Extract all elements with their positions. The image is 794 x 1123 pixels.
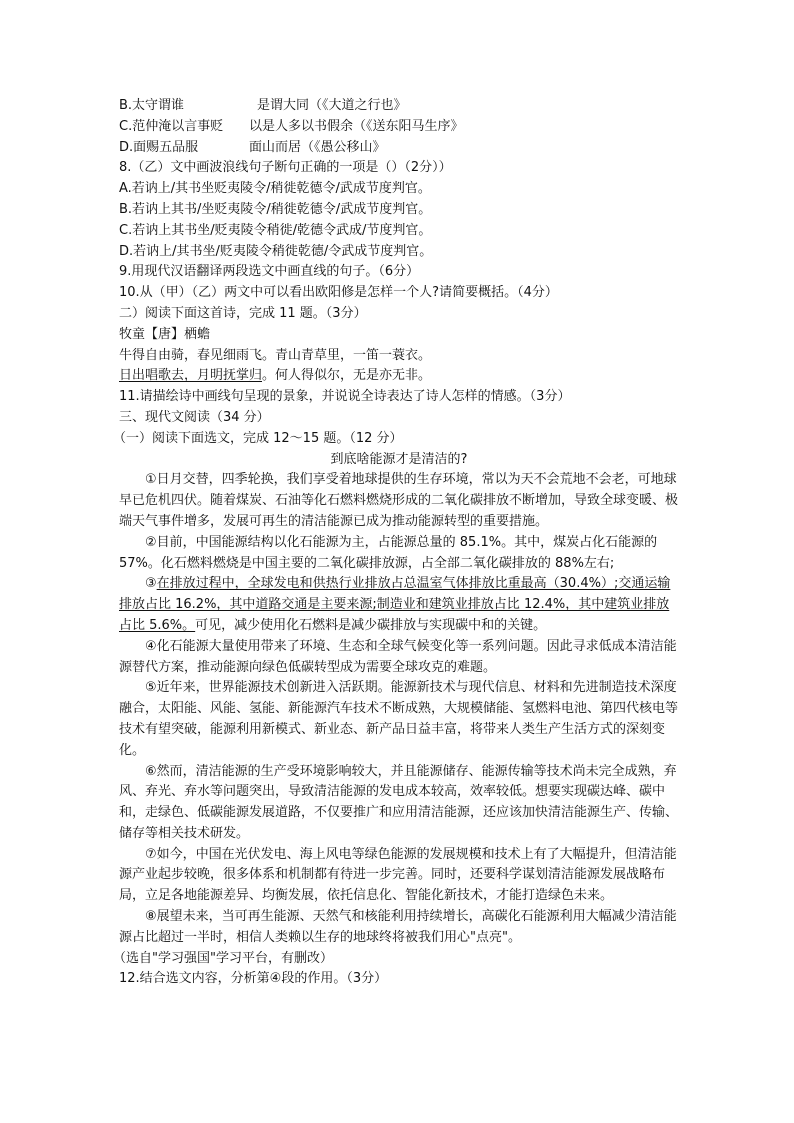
question-8-option-c: C.若讷上其书坐/贬夷陵令稍徙/乾德令武成/节度判官。	[119, 222, 432, 238]
article-paragraph-4: ④化石能源大量使用带来了环境、生态和全球气候变化等一系列问题。因此寻求低成本清洁能源替代方案，推动能源向绿色低碳转型成为需要全球攻克的难题。	[119, 638, 677, 675]
paragraph-3-underlined-sentence: 在排放过程中，全球发电和供热行业排放占总温室气体排放比重最高（30.4%）;交通运输排放占比 16.2%，其中道路交通是主要来源;制造业和建筑业排放占比 12.4%，其中建筑业排放占比 5.6%。	[119, 576, 671, 633]
paragraph-3-rest: 可见，减少使用化石燃料是减少碳排放与实现碳中和的关键。	[195, 617, 547, 633]
option-c-text: 以是人多以书假余（《送东阳马生序》	[249, 118, 464, 134]
option-c-row	[119, 117, 679, 138]
question-8-stem: 8.（乙）文中画波浪线句子断句正确的一项是（）（2分））	[119, 160, 452, 176]
question-11: 11.请描绘诗中画线句呈现的景象，并说说全诗表达了诗人怎样的情感。（3分）	[119, 389, 571, 405]
article-paragraph-3	[119, 574, 679, 636]
option-d-label: D.面赐五品服	[119, 139, 199, 155]
exam-page	[113, 96, 679, 990]
article-source: （选自"学习强国"学习平台，有删改）	[113, 950, 333, 966]
option-d-text: 面山而居（《愚公移山》	[249, 139, 386, 155]
article-paragraph-5: ⑤近年来，世界能源技术创新进入活跃期。能源新技术与现代信息、材料和先进制造技术深度融合，太阳能、风能、氢能、新能源汽车技术不断成熟，大规模储能、氢燃料电池、第四代核电等技术有望突破，能源利用新模式、新业态、新产品日益丰富，将带来人类生产生活方式的深刻变化。	[119, 680, 679, 758]
option-b-label: B.太守谓谁	[119, 98, 185, 113]
question-10: 10.从（甲）（乙）两文中可以看出欧阳修是怎样一个人?请简要概括。（4分）	[119, 285, 558, 301]
option-c-label: C.范仲淹以言事贬	[119, 118, 224, 134]
poem-line-2	[119, 366, 679, 387]
option-d-row	[119, 138, 679, 159]
question-12: 12.结合选文内容，分析第④段的作用。（3分）	[119, 971, 388, 987]
section-3-sub-heading: （一）阅读下面选文，完成 12～15 题。（12 分）	[113, 430, 403, 446]
question-8-option-b: B.若讷上其书/坐贬夷陵令/稍徙乾德令/武成节度判官。	[119, 201, 432, 217]
article-paragraph-6: ⑥然而，清洁能源的生产受环境影响较大，并且能源储存、能源传输等技术尚未完全成熟，弃风、弃光、弃水等问题突出，导致清洁能源的发电成本较高，效率较低。想要实现碳达峰、碳中和，走绿色、低碳能源发展道路，不仅要推广和应用清洁能源，还应该加快清洁能源生产、传输、储存等相关技术研发。	[119, 763, 679, 841]
paragraph-3-number: ③	[145, 576, 157, 592]
question-8-option-a: A.若讷上/其书坐贬夷陵令/稍徙乾德令/武成节度判官。	[119, 181, 431, 197]
section-3-heading: 三、现代文阅读（34 分）	[119, 409, 270, 425]
article-title: 到底啥能源才是清洁的?	[330, 451, 468, 467]
article-paragraph-8: ⑧展望未来，当可再生能源、天然气和核能利用持续增长，高碳化石能源利用大幅减少清洁能源占比超过一半时，相信人类赖以生存的地球终将被我们用心"点亮"。	[119, 909, 677, 945]
question-8-option-d: D.若讷上/其书坐/贬夷陵令稍徙乾德/令武成节度判官。	[119, 243, 433, 259]
poem-underlined-line: 日出唱歌去，月明抚掌归	[119, 368, 263, 384]
option-b-text: 是谓大同（《大道之行也》	[257, 98, 407, 113]
article-paragraph-7: ⑦如今，中国在光伏发电、海上风电等绿色能源的发展规模和技术上有了大幅提升，但清洁能源产业起步较晚，很多体系和机制都有待进一步完善。同时，还要科学谋划清洁能源发展战略布局，立足各地能源差异、均衡发展，依托信息化、智能化新技术，才能打造绿色未来。	[119, 846, 677, 904]
poem-line-2-rest: 。何人得似尔，无是亦无非。	[262, 368, 432, 384]
poem-line-1: 牛得自由骑，春见细雨飞。青山青草里，一笛一蓑衣。	[119, 347, 432, 363]
poem-title: 牧童【唐】栖蟾	[119, 326, 211, 342]
article-paragraph-1: ①日月交替，四季轮换，我们享受着地球提供的生存环境，常以为天不会荒地不会老，可地球早已危机四伏。随着煤炭、石油等化石燃料燃烧形成的二氧化碳排放不断增加，导致全球变暖、极端天气事件增多，发展可再生的清洁能源已成为推动能源转型的重要措施。	[119, 472, 679, 529]
article-paragraph-2: ②目前，中国能源结构以化石能源为主，占能源总量的 85.1%。其中，煤炭占化石能源的 57%。化石燃料燃烧是中国主要的二氧化碳排放源，占全部二氧化碳排放的 88%左右;	[119, 534, 658, 571]
option-b-row	[119, 96, 679, 117]
question-9: 9.用现代汉语翻译两段选文中画直线的句子。（6分）	[119, 264, 420, 280]
section-2-heading: 二）阅读下面这首诗，完成 11 题。（3分）	[119, 305, 367, 321]
